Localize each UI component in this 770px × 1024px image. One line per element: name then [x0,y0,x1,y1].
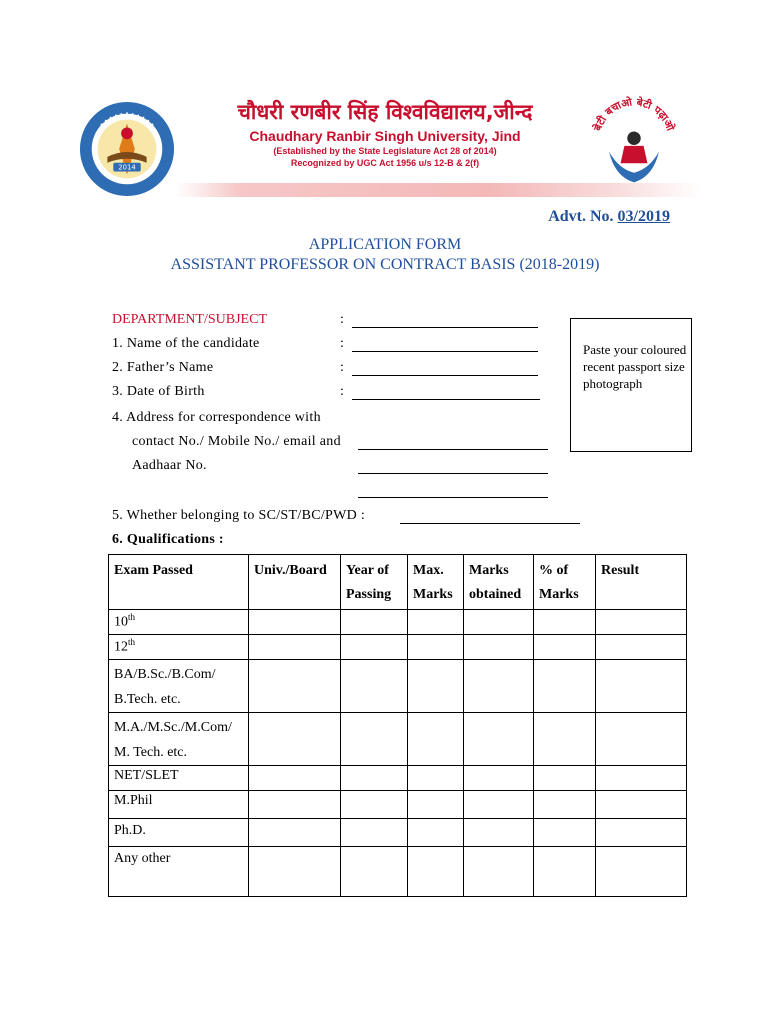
cell-input[interactable] [534,610,596,635]
row-label-phd: Ph.D. [109,819,249,847]
cell-input[interactable] [464,791,534,819]
row-label-post-graduation: M.A./M.Sc./M.Com/ M. Tech. etc. [109,713,249,766]
cell-input[interactable] [464,610,534,635]
cell-input[interactable] [408,847,464,897]
name-blank[interactable] [352,351,538,352]
photo-box[interactable] [570,318,692,452]
cell-input[interactable] [249,791,341,819]
address-blank-1[interactable] [358,449,548,450]
cell-input[interactable] [534,635,596,660]
cell-input[interactable] [408,610,464,635]
form-subtitle: ASSISTANT PROFESSOR ON CONTRACT BASIS (2018-2019) [170,256,600,273]
university-name: Chaudhary Ranbir Singh University, Jind [249,128,521,144]
university-seal-logo [78,100,176,198]
cell-input[interactable] [249,847,341,897]
beti-bachao-logo [586,96,682,192]
cell-input[interactable] [596,766,687,791]
header-percent: % of Marks [534,555,596,610]
photo-instruction: Paste your coloured recent passport size photograph [583,342,687,391]
cell-input[interactable] [596,847,687,897]
cell-input[interactable] [596,660,687,713]
header-marks-obtained: Marks obtained [464,555,534,610]
cell-input[interactable] [464,635,534,660]
cell-input[interactable] [596,610,687,635]
header-board: Univ./Board [249,555,341,610]
dob-blank[interactable] [352,399,540,400]
cell-input[interactable] [341,847,408,897]
dob-colon: : [340,384,344,399]
row-label-graduation: BA/B.Sc./B.Com/ B.Tech. etc. [109,660,249,713]
cell-input[interactable] [596,819,687,847]
cell-input[interactable] [341,819,408,847]
table-row [109,610,687,635]
header-year: Year of Passing [341,555,408,610]
table-row [109,635,687,660]
department-colon: : [340,312,344,327]
cell-input[interactable] [249,819,341,847]
cell-input[interactable] [534,660,596,713]
cell-input[interactable] [408,791,464,819]
cell-input[interactable] [341,791,408,819]
advertisement-number [430,208,670,226]
father-name-label: 2. Father’s Name [112,360,214,375]
cell-input[interactable] [341,635,408,660]
row-label-any-other: Any other [109,847,249,897]
row-label-net: NET/SLET [109,766,249,791]
address-blank-2[interactable] [358,473,548,474]
table-row [109,766,687,791]
cell-input[interactable] [534,713,596,766]
cell-input[interactable] [534,847,596,897]
beti-bachao-text: बेटी बचाओ बेटी पढ़ाओ [591,96,677,133]
cell-input[interactable] [408,766,464,791]
cell-input[interactable] [464,660,534,713]
name-colon: : [340,336,344,351]
advt-value: 03/2019 [617,208,670,225]
cell-input[interactable] [249,766,341,791]
table-row [109,847,687,897]
name-label: 1. Name of the candidate [112,336,260,351]
header-divider-band [176,183,701,197]
svg-text:• • • • • • • • • • •: • • • • • • • • • • • [98,111,156,129]
cell-input[interactable] [534,766,596,791]
department-label: DEPARTMENT/SUBJECT [112,312,267,327]
cell-input[interactable] [596,713,687,766]
cell-input[interactable] [249,610,341,635]
cell-input[interactable] [341,660,408,713]
table-row [109,791,687,819]
address-label-line1: 4. Address for correspondence with [112,410,321,425]
header-max-marks: Max. Marks [408,555,464,610]
cell-input[interactable] [249,635,341,660]
row-label-mphil: M.Phil [109,791,249,819]
cell-input[interactable] [408,713,464,766]
dob-label: 3. Date of Birth [112,384,205,399]
address-label-line2: contact No./ Mobile No./ email and [132,434,341,449]
cell-input[interactable] [534,819,596,847]
form-title: APPLICATION FORM [308,236,462,253]
department-blank[interactable] [352,327,538,328]
cell-input[interactable] [464,819,534,847]
table-row [109,713,687,766]
university-name-hindi: चौधरी रणबीर सिंह विश्वविद्यालय,जीन्द [237,100,533,124]
row-label-10th: 10th [109,610,249,635]
cell-input[interactable] [341,713,408,766]
cell-input[interactable] [596,635,687,660]
advt-label: Advt. No. [548,208,618,225]
cell-input[interactable] [464,713,534,766]
table-row [109,819,687,847]
cell-input[interactable] [249,713,341,766]
category-blank[interactable] [400,523,580,524]
cell-input[interactable] [341,766,408,791]
seal-year: 2014 [118,163,136,172]
header-result: Result [596,555,687,610]
cell-input[interactable] [249,660,341,713]
cell-input[interactable] [534,791,596,819]
address-label-line3: Aadhaar No. [132,458,207,473]
qualifications-table [108,554,687,897]
recognition-note: Recognized by UGC Act 1956 u/s 12-B & 2(f) [290,158,480,168]
cell-input[interactable] [464,847,534,897]
cell-input[interactable] [596,791,687,819]
category-label: 5. Whether belonging to SC/ST/BC/PWD : [112,508,366,523]
cell-input[interactable] [408,660,464,713]
header-exam: Exam Passed [109,555,249,610]
row-label-12th: 12th [109,635,249,660]
cell-input[interactable] [464,766,534,791]
address-blank-3[interactable] [358,497,548,498]
cell-input[interactable] [408,635,464,660]
father-name-blank[interactable] [352,375,538,376]
table-header-row [109,555,687,610]
svg-text:बेटी बचाओ बेटी पढ़ाओ [591,96,678,134]
qualifications-label: 6. Qualifications : [112,532,224,547]
father-colon: : [340,360,344,375]
established-note: (Established by the State Legislature Act 28 of 2014) [273,146,497,156]
table-row [109,660,687,713]
cell-input[interactable] [341,610,408,635]
cell-input[interactable] [408,819,464,847]
